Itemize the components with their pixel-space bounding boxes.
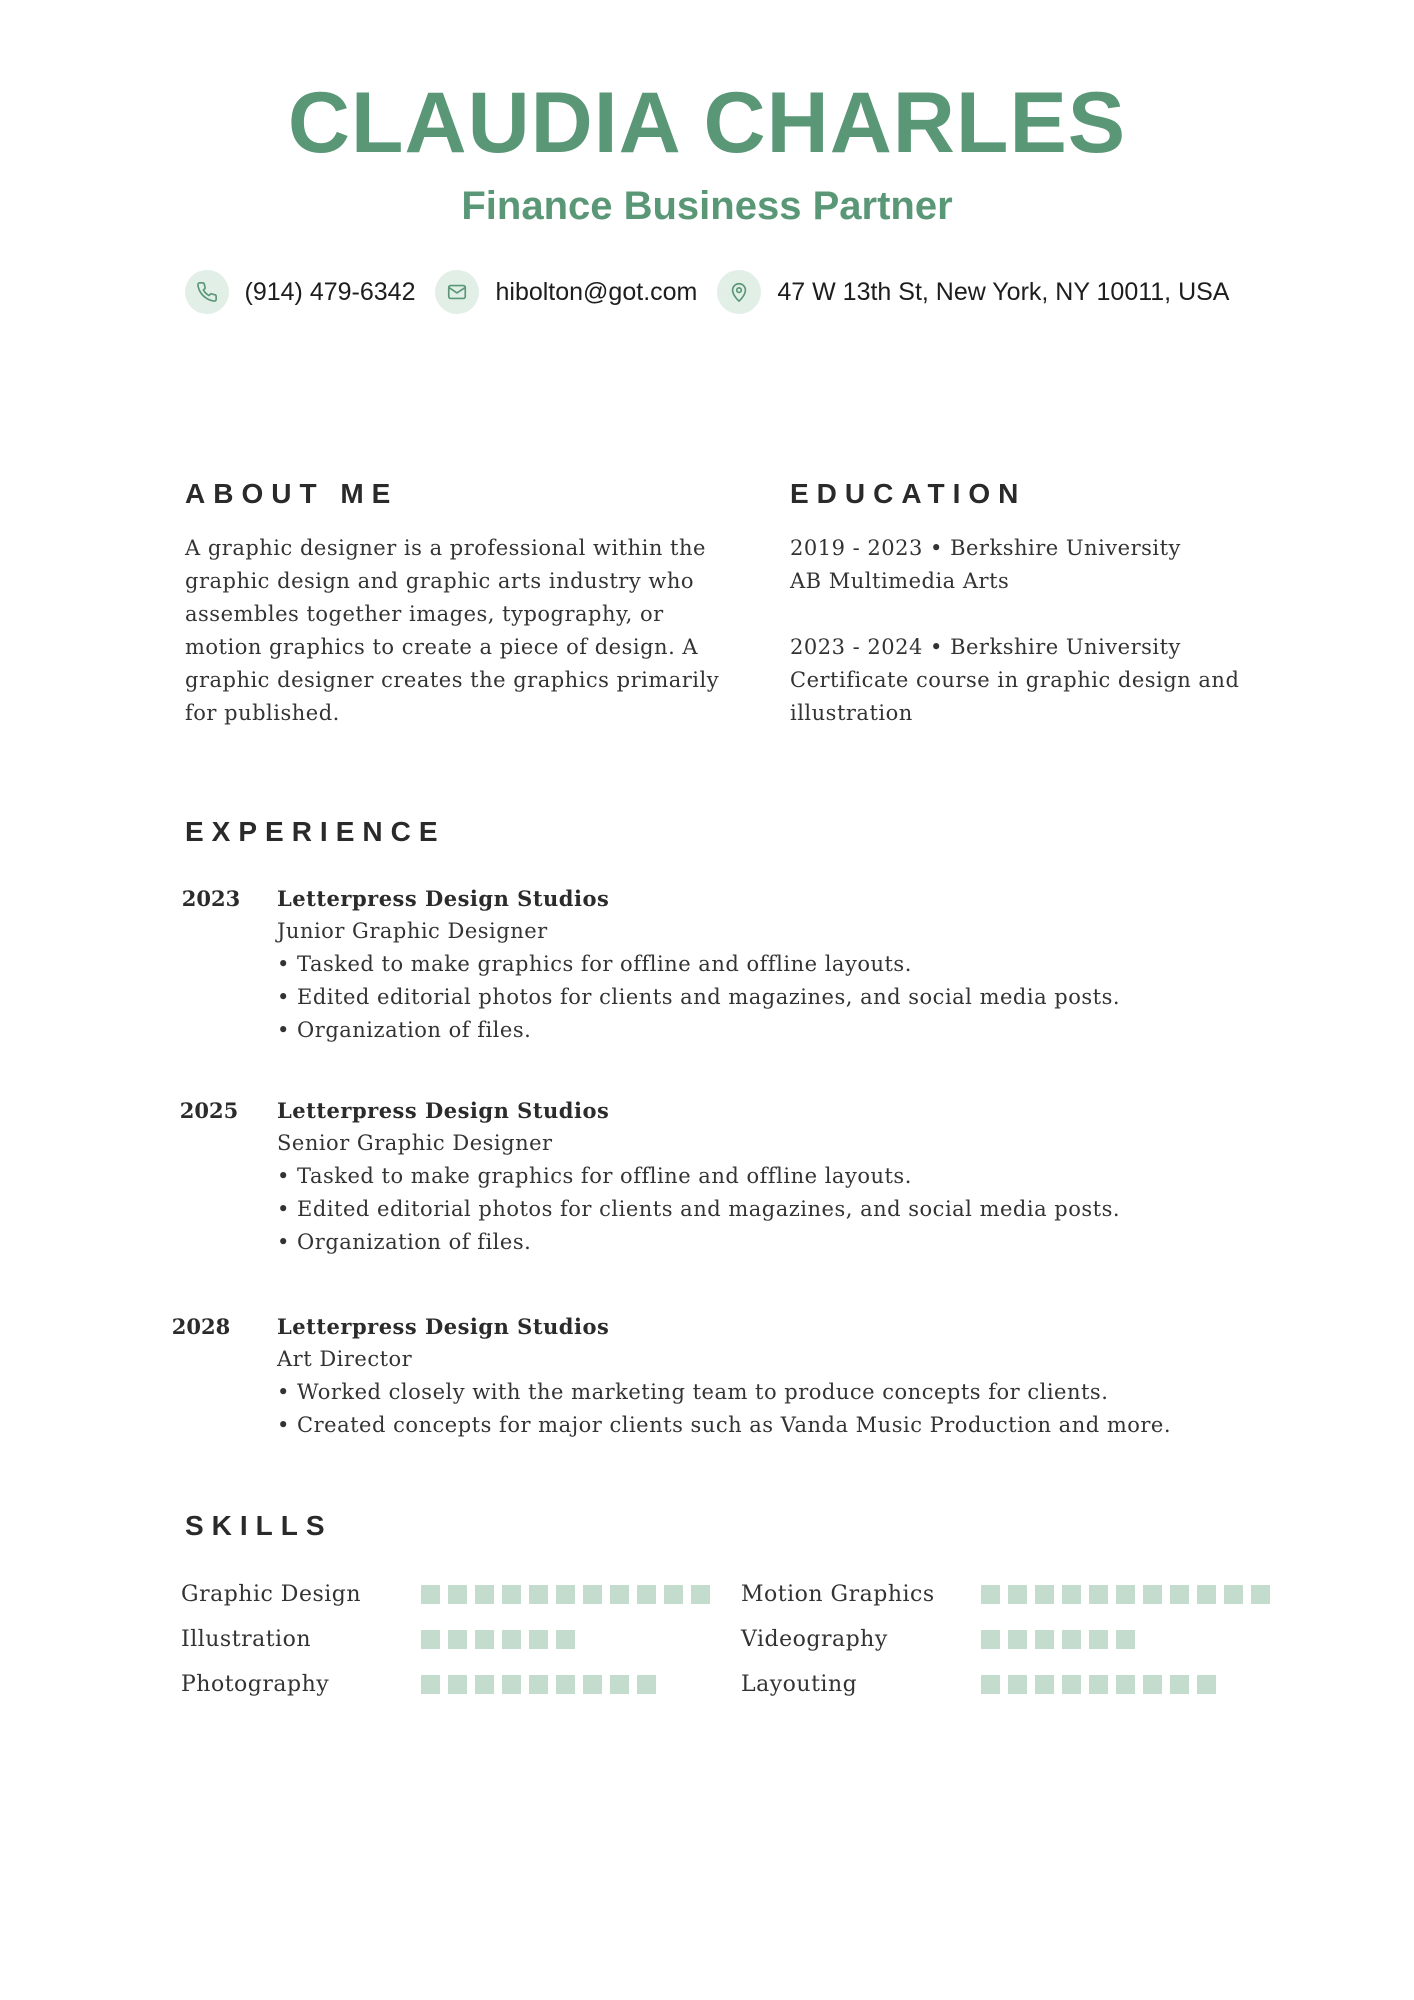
skill-level-square — [1035, 1630, 1054, 1649]
skill-row — [741, 1627, 1143, 1652]
contact-row — [0, 270, 1414, 314]
contact-email — [435, 270, 697, 314]
mail-icon — [435, 270, 479, 314]
skill-level-square — [475, 1585, 494, 1604]
skill-level-square — [1170, 1675, 1189, 1694]
experience-year: 2023 — [181, 886, 241, 911]
email-address[interactable]: hibolton@got.com — [495, 277, 698, 306]
skill-row — [181, 1582, 718, 1607]
skill-level-square — [529, 1585, 548, 1604]
experience-bullet: • Worked closely with the marketing team to produce concepts for clients. — [277, 1380, 1109, 1404]
skill-name: Graphic Design — [181, 1582, 362, 1607]
skill-level-square — [502, 1585, 521, 1604]
skill-level-square — [1089, 1630, 1108, 1649]
phone-number[interactable]: (914) 479-6342 — [244, 277, 416, 306]
education-date-school: 2019 - 2023 • Berkshire University — [790, 536, 1181, 560]
skill-level-square — [583, 1675, 602, 1694]
experience-company: Letterpress Design Studios — [277, 886, 610, 911]
skill-name: Photography — [181, 1672, 330, 1697]
skill-level-square — [1224, 1585, 1243, 1604]
skill-level-square — [1116, 1585, 1135, 1604]
skill-level-square — [610, 1585, 629, 1604]
skill-level-square — [1089, 1675, 1108, 1694]
skill-name: Illustration — [181, 1627, 311, 1652]
experience-role: Art Director — [277, 1347, 413, 1371]
skill-level-square — [664, 1585, 683, 1604]
experience-bullet: • Created concepts for major clients such as Vanda Music Production and more. — [277, 1413, 1172, 1437]
contact-phone — [185, 270, 416, 314]
skill-level-bar — [421, 1675, 664, 1694]
skill-level-square — [1143, 1675, 1162, 1694]
education-degree: Certificate course in graphic design and illustration — [790, 668, 1240, 725]
skill-level-square — [1008, 1630, 1027, 1649]
experience-body — [277, 1310, 1277, 1442]
skill-level-square — [1062, 1630, 1081, 1649]
skill-level-square — [556, 1585, 575, 1604]
skill-row — [181, 1672, 664, 1697]
job-title: Finance Business Partner — [461, 184, 953, 228]
location-icon — [717, 270, 761, 314]
education-entry — [790, 631, 1310, 730]
experience-role: Senior Graphic Designer — [277, 1131, 553, 1155]
skill-level-bar — [981, 1585, 1278, 1604]
skill-level-square — [691, 1585, 710, 1604]
skill-level-bar — [981, 1630, 1143, 1649]
experience-company: Letterpress Design Studios — [277, 1314, 610, 1339]
skill-level-square — [448, 1675, 467, 1694]
skill-level-square — [475, 1630, 494, 1649]
experience-year: 2025 — [179, 1098, 239, 1123]
skills-heading: SKILLS — [185, 1510, 333, 1541]
skill-level-square — [502, 1675, 521, 1694]
skill-level-square — [1116, 1630, 1135, 1649]
skill-level-square — [1170, 1585, 1189, 1604]
experience-body — [277, 1094, 1277, 1259]
experience-bullet: • Organization of files. — [277, 1018, 532, 1042]
experience-bullet: • Edited editorial photos for clients and magazines, and social media posts. — [277, 1197, 1121, 1221]
skill-level-square — [421, 1630, 440, 1649]
experience-bullet: • Tasked to make graphics for offline and offline layouts. — [277, 1164, 912, 1188]
skill-level-square — [1062, 1585, 1081, 1604]
experience-year: 2028 — [171, 1314, 231, 1339]
education-entry — [790, 532, 1310, 598]
experience-bullet: • Tasked to make graphics for offline and offline layouts. — [277, 952, 912, 976]
experience-body — [277, 882, 1277, 1047]
education-degree: AB Multimedia Arts — [790, 569, 1010, 593]
skill-row — [741, 1582, 1278, 1607]
skill-level-square — [1197, 1585, 1216, 1604]
skill-name: Layouting — [741, 1672, 858, 1697]
skill-level-square — [421, 1675, 440, 1694]
skill-level-square — [981, 1585, 1000, 1604]
skill-level-square — [1008, 1675, 1027, 1694]
skill-row — [741, 1672, 1224, 1697]
phone-icon — [185, 270, 229, 314]
street-address: 47 W 13th St, New York, NY 10011, USA — [777, 277, 1230, 306]
education-heading: EDUCATION — [790, 478, 1027, 509]
experience-heading: EXPERIENCE — [185, 816, 446, 847]
skill-name: Videography — [741, 1627, 888, 1652]
skill-level-square — [1008, 1585, 1027, 1604]
skill-level-square — [556, 1675, 575, 1694]
skill-level-square — [637, 1675, 656, 1694]
skill-level-square — [583, 1585, 602, 1604]
skill-level-bar — [421, 1630, 583, 1649]
experience-role: Junior Graphic Designer — [277, 919, 548, 943]
skill-level-square — [981, 1675, 1000, 1694]
skill-level-square — [981, 1630, 1000, 1649]
skill-level-bar — [421, 1585, 718, 1604]
skill-level-square — [610, 1675, 629, 1694]
skill-level-square — [1035, 1585, 1054, 1604]
education-date-school: 2023 - 2024 • Berkshire University — [790, 635, 1181, 659]
skill-level-square — [1143, 1585, 1162, 1604]
skill-level-square — [448, 1585, 467, 1604]
skill-level-square — [502, 1630, 521, 1649]
skill-level-square — [1035, 1675, 1054, 1694]
experience-bullet: • Organization of files. — [277, 1230, 532, 1254]
experience-bullet: • Edited editorial photos for clients and magazines, and social media posts. — [277, 985, 1121, 1009]
contact-address — [717, 270, 1229, 314]
skill-row — [181, 1627, 583, 1652]
skill-level-square — [529, 1630, 548, 1649]
skill-level-square — [556, 1630, 575, 1649]
skill-level-bar — [981, 1675, 1224, 1694]
about-text: A graphic designer is a professional within the graphic design and graphic arts industry who assembles together images, typography, or motion graphics to create a piece of design. A graphic designer creates the graphics primarily for published. — [185, 536, 720, 725]
experience-company: Letterpress Design Studios — [277, 1098, 610, 1123]
skill-level-square — [475, 1675, 494, 1694]
skill-level-square — [637, 1585, 656, 1604]
skill-level-square — [1116, 1675, 1135, 1694]
skill-name: Motion Graphics — [741, 1582, 935, 1607]
skill-level-square — [1062, 1675, 1081, 1694]
about-heading: ABOUT ME — [185, 478, 399, 509]
skill-level-square — [1197, 1675, 1216, 1694]
skill-level-square — [1251, 1585, 1270, 1604]
candidate-name: CLAUDIA CHARLES — [287, 75, 1127, 171]
skill-level-square — [529, 1675, 548, 1694]
skill-level-square — [421, 1585, 440, 1604]
skill-level-square — [448, 1630, 467, 1649]
skill-level-square — [1089, 1585, 1108, 1604]
